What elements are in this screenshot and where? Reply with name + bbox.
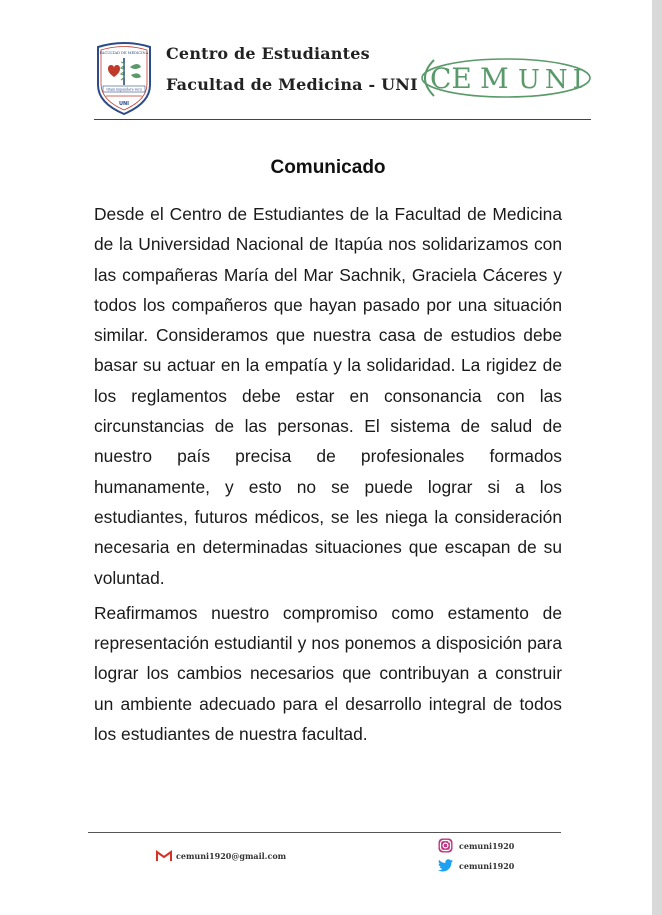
instagram-icon <box>438 838 453 853</box>
seal-motto-text: vitam impendere vero <box>106 87 142 92</box>
footer-email <box>156 850 286 862</box>
footer-divider <box>88 832 561 833</box>
seal-top-text: FACULTAD DE MEDICINA <box>99 51 149 55</box>
page-edge <box>652 0 662 915</box>
document-title: Comunicado <box>270 157 386 178</box>
twitter-handle[interactable]: cemuni1920 <box>459 860 515 871</box>
header-divider <box>94 119 591 120</box>
gmail-icon <box>156 850 172 862</box>
body-paragraph-1: Desde el Centro de Estudiantes de la Facultad de Medicina de la Universidad Nacional de Itapúa nos solidarizamos con las compañeras María del Mar Sachnik, Graciela Cáceres y todos los compañeros que hayan pasado por una situación similar. Consideramos que nuestra casa de estudios debe basar su actuar en la empatía y la solidaridad. La rigidez de los reglamentos debe estar en consonancia con las circunstancias de las personas. El sistema de salud de nuestro país precisa de profesionales formados humanamente, y esto no se puede lograr si a los estudiantes, futuros médicos, se les niega la consideración necesaria en determinadas situaciones que escapan de su voluntad. <box>94 204 562 588</box>
org-name-line2: Facultad de Medicina - UNI <box>166 75 418 94</box>
instagram-handle[interactable]: cemuni1920 <box>459 840 515 851</box>
email-address[interactable]: cemuni1920@gmail.com <box>176 851 287 861</box>
logo-text-m: M <box>480 62 509 95</box>
org-name-line1: Centro de Estudiantes <box>166 44 370 63</box>
seal-bottom-text: UNI <box>118 101 130 107</box>
faculty-seal-logo <box>94 41 154 116</box>
cemuni-logo <box>414 52 592 104</box>
footer-instagram <box>438 838 514 853</box>
document-body <box>94 199 562 754</box>
twitter-icon <box>438 859 453 872</box>
body-paragraph-2: Reafirmamos nuestro compromiso como estamento de representación estudiantil y nos ponemos a disposición para lograr los cambios necesarios que contribuyan a construir un ambiente adecuado para el desarrollo integral de todos los estudiantes de nuestra facultad. <box>94 602 562 745</box>
logo-text-ce: CE <box>430 62 472 95</box>
logo-text-uni: UNI <box>518 65 588 95</box>
footer-twitter <box>438 859 514 872</box>
